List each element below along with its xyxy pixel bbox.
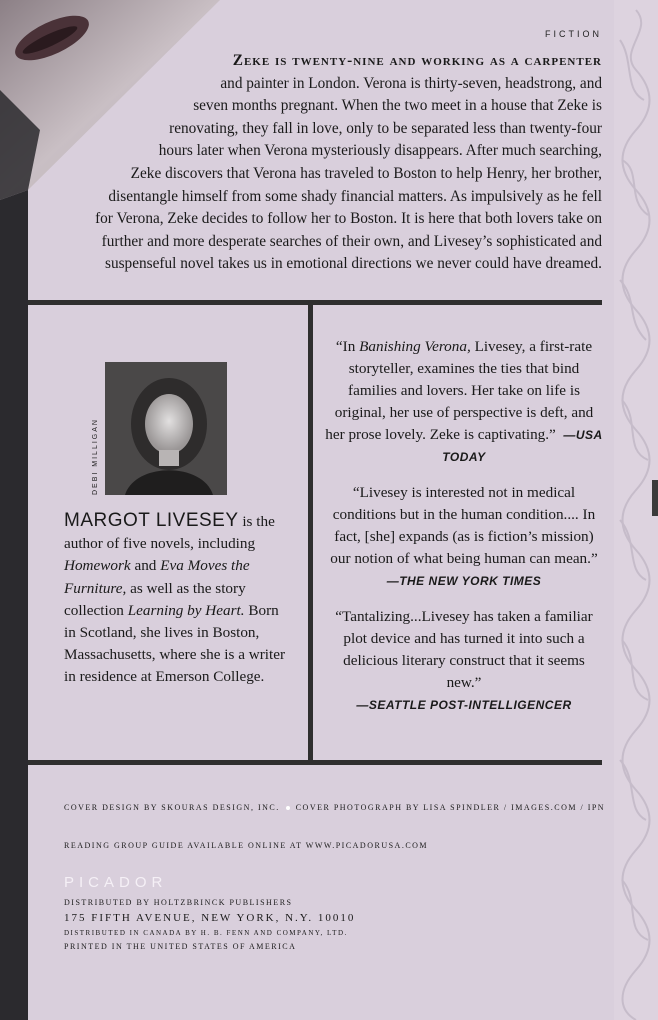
- quote-text: “Tantalizing...Livesey has taken a familiar plot device and has turned it into such a delicious literary construct that it seems new.”: [335, 608, 593, 691]
- quote-book-title: Banishing Verona,: [359, 338, 471, 355]
- review-quote: [324, 482, 604, 592]
- author-bio: [64, 510, 286, 689]
- book-title: Learning by Heart.: [127, 601, 245, 619]
- printed-in: PRINTED IN THE UNITED STATES OF AMERICA: [64, 942, 297, 951]
- canada-distributor: DISTRIBUTED IN CANADA BY H. B. FENN AND COMPANY, LTD.: [64, 929, 348, 937]
- publisher-address: 175 FIFTH AVENUE, NEW YORK, N.Y. 10010: [64, 912, 356, 924]
- blurb-line: for Verona, Zeke decides to follow her to Boston. It is here that both lovers take on: [95, 210, 602, 228]
- bottom-divider: [28, 760, 602, 765]
- book-title: Homework: [64, 557, 131, 575]
- blurb-line: suspenseful novel takes us in emotional directions we never could have dreamed.: [105, 255, 602, 273]
- bullet-dot: [286, 806, 290, 810]
- review-quote: [324, 336, 604, 468]
- blurb-line: Zeke discovers that Verona has traveled to Boston to help Henry, her brother,: [130, 164, 602, 182]
- book-blurb: [40, 50, 602, 276]
- review-quotes: [324, 336, 604, 730]
- blurb-line: disentangle himself from some shady financial matters. As impulsively as he fell: [108, 187, 602, 205]
- book-title: Eva Moves the Furniture,: [64, 557, 250, 597]
- author-name: MARGOT LIVESEY: [64, 510, 239, 531]
- quote-text: “In: [335, 338, 360, 355]
- photo-credit: DEBI MILLIGAN: [92, 418, 99, 495]
- blurb-line: further and more desperate searches of their own, and Livesey’s sophisticated and: [101, 232, 602, 250]
- quote-source: —THE NEW YORK TIMES: [386, 574, 542, 588]
- cover-design-credit: COVER DESIGN BY SKOURAS DESIGN, INC.: [64, 803, 280, 812]
- quote-source: —SEATTLE POST-INTELLIGENCER: [356, 698, 572, 712]
- genre-label: FICTION: [545, 29, 602, 39]
- reading-guide-note: READING GROUP GUIDE AVAILABLE ONLINE AT WWW.PICADORUSA.COM: [64, 841, 429, 850]
- bio-text: as well as the story collection: [64, 579, 246, 619]
- quote-text: “Livesey is interested not in medical conditions but in the human condition.... In fact, [she] expands (as is fiction’s mission) our notion of what being human can mean.”: [330, 484, 598, 567]
- top-divider: [28, 300, 602, 305]
- cover-credits: [64, 803, 605, 812]
- quote-source: —USA TODAY: [442, 428, 603, 464]
- blurb-line: seven months pregnant. When the two meet in a house that Zeke is: [193, 97, 602, 115]
- author-photo: [105, 362, 227, 495]
- publisher-logo: PICADOR: [64, 874, 168, 891]
- column-divider: [308, 300, 313, 764]
- distributor: DISTRIBUTED BY HOLTZBRINCK PUBLISHERS: [64, 898, 293, 907]
- blurb-line: renovating, they fall in love, only to be separated less than twenty-four: [169, 119, 602, 137]
- bio-text: is the author of five novels, including: [64, 513, 275, 553]
- cover-photo-credit: COVER PHOTOGRAPH BY LISA SPINDLER / IMAGES.COM / IPN: [295, 803, 606, 812]
- blurb-line: and painter in London. Verona is thirty-seven, headstrong, and: [220, 74, 602, 92]
- bio-text: Born in Scotland, she lives in Boston, Massachusetts, where she is a writer in residence at Emerson College.: [64, 601, 285, 686]
- blurb-line: hours later when Verona mysteriously disappears. After much searching,: [158, 142, 602, 160]
- blurb-lead: Zeke is twenty-nine and working as a carpenter: [232, 52, 602, 69]
- page-edge-tab: [652, 480, 658, 516]
- bio-text: and: [130, 557, 161, 575]
- review-quote: [324, 606, 604, 716]
- quote-text: Livesey, a first-rate storyteller, examines the ties that bind families and lovers. Her take on life is original, her use of perspective is deft, and her prose lovely. Zeke is captivating.”: [325, 338, 594, 443]
